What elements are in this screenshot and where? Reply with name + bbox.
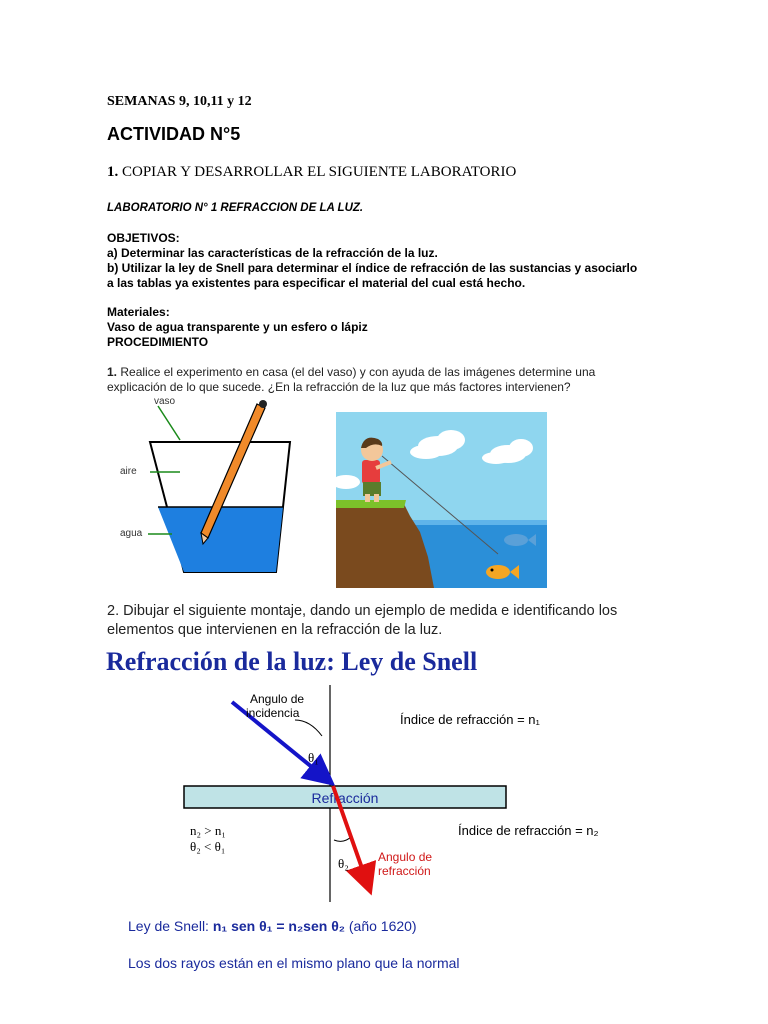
- snell-law-line: [128, 918, 417, 934]
- step1-line1: Realice el experimento en casa (el del vaso) y con ayuda de las imágenes determine una: [117, 365, 596, 379]
- task1-line: [107, 164, 516, 181]
- fishing-illustration: [336, 412, 547, 588]
- index-2-label: Índice de refracción = n₂: [458, 823, 599, 838]
- step1-block: [107, 365, 595, 395]
- boy-shorts: [363, 482, 381, 496]
- refraction-angle-label-2: refracción: [378, 864, 431, 878]
- task1-text: COPIAR Y DESARROLLAR EL SIGUIENTE LABORATORIO: [118, 164, 517, 180]
- materials-text: Vaso de agua transparente y un esfero o lápiz: [107, 320, 368, 334]
- index-1-label: Índice de refracción = n₁: [400, 712, 540, 727]
- grass: [336, 500, 406, 508]
- refraction-angle-label-1: Angulo de: [378, 850, 433, 864]
- procedure-heading: PROCEDIMIENTO: [107, 335, 209, 349]
- pencil-eraser: [259, 400, 267, 408]
- weeks-heading: SEMANAS 9, 10,11 y 12: [107, 94, 252, 109]
- angle-arc-1: [295, 720, 322, 736]
- objective-a: a) Determinar las características de la refracción de la luz.: [107, 246, 438, 260]
- vaso-pointer: [158, 406, 180, 440]
- label-agua: agua: [120, 528, 143, 539]
- snell-law-year: (año 1620): [344, 918, 417, 934]
- plane-note: Los dos rayos están en el mismo plano que la normal: [128, 955, 460, 971]
- snell-law-formula: n₁ sen θ₁ = n₂sen θ₂: [212, 918, 345, 934]
- objectives-heading: OBJETIVOS:: [107, 231, 180, 245]
- incidence-label-2: incidencia: [246, 706, 300, 720]
- step1-number: 1.: [107, 365, 118, 379]
- objective-b-line2: a las tablas ya existentes para especificar el material del cual está hecho.: [107, 276, 526, 290]
- objectives-block: [107, 231, 637, 291]
- materials-block: [107, 305, 368, 350]
- label-aire: aire: [120, 466, 137, 477]
- lab-title: LABORATORIO N° 1 REFRACCION DE LA LUZ.: [107, 202, 364, 214]
- theta2-label: θ₂: [338, 856, 349, 871]
- snell-law-diagram: [100, 640, 660, 980]
- refraction-box-label: Refracción: [311, 790, 379, 806]
- materials-heading: Materiales:: [107, 305, 170, 319]
- orange-fish: [486, 565, 510, 579]
- step2-line1: 2. Dibujar el siguiente montaje, dando un ejemplo de medida e identificando los: [107, 603, 618, 619]
- label-vaso: vaso: [154, 396, 176, 407]
- condition-n: n₂ > n₁: [190, 823, 226, 838]
- boy-shirt: [362, 460, 380, 484]
- incidence-label-1: Angulo de: [250, 692, 305, 706]
- step1-line2: explicación de lo que sucede. ¿En la refracción de la luz que más factores intervienen?: [107, 380, 571, 394]
- diagram-title: Refracción de la luz: Ley de Snell: [106, 647, 478, 676]
- objective-b-line1: b) Utilizar la ley de Snell para determinar el índice de refracción de las sustancias y asociarlo: [107, 261, 638, 275]
- step2-block: [107, 602, 617, 640]
- activity-title: ACTIVIDAD N°5: [107, 124, 241, 144]
- glass-experiment-figure: [112, 392, 312, 582]
- water-area: [158, 507, 283, 572]
- theta1-label: θ₁: [308, 750, 319, 765]
- step2-line2: elementos que intervienen en la refracción de la luz.: [107, 622, 443, 638]
- blue-fish: [504, 534, 528, 546]
- snell-law-prefix: Ley de Snell:: [128, 918, 213, 934]
- task1-number: 1.: [107, 164, 119, 180]
- condition-theta: θ₂ < θ₁: [190, 839, 226, 854]
